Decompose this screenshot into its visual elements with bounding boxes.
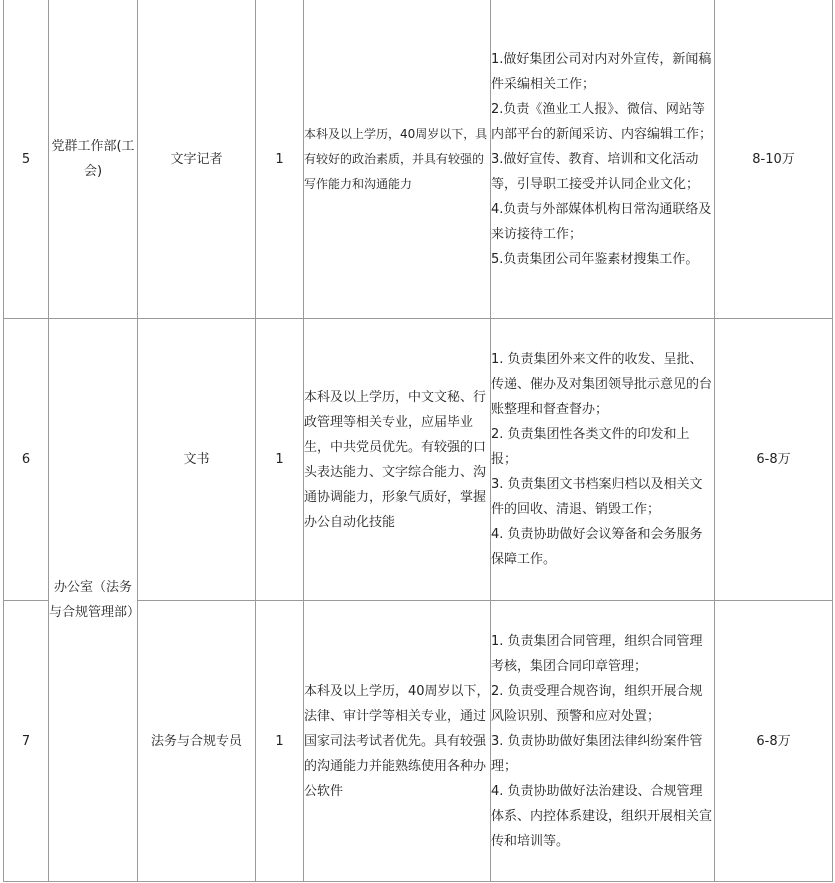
duty-item: 2. 负责集团性各类文件的印发和上报； [491,427,690,467]
department-cell: 党群工作部(工会) [49,0,138,319]
requirements-cell: 本科及以上学历，40周岁以下，法律、审计学等相关专业，通过国家司法考试者优先。具有较强的沟通能力并能熟练使用各种办公软件 [304,601,491,882]
requirements-cell: 本科及以上学历，40周岁以下，具有较好的政治素质，并具有较强的写作能力和沟通能力 [304,0,491,319]
duty-item: 2.负责《渔业工人报》、微信、网站等内部平台的新闻采访、内容编辑工作； [491,101,713,142]
shared-department-cell: 办公室（法务与合规管理部） [49,319,138,882]
row-number: 5 [4,0,49,319]
headcount-cell: 1 [256,0,304,319]
duties-cell [491,601,715,882]
duty-item: 1.做好集团公司对内对外宣传，新闻稿件采编相关工作； [491,51,712,92]
duties-cell [491,319,715,601]
row-number: 7 [4,601,49,882]
headcount-cell: 1 [256,319,304,601]
recruitment-table [3,0,833,882]
duty-item: 1. 负责集团外来文件的收发、呈批、传递、催办及对集团领导批示意见的台账整理和督查督办； [491,352,713,417]
row-number: 6 [4,319,49,601]
position-cell: 文字记者 [138,0,256,319]
salary-cell: 6-8万 [715,319,833,601]
duty-item: 3.做好宣传、教育、培训和文化活动等，引导职工接受并认同企业文化； [491,151,700,192]
table-row [4,0,833,319]
position-cell: 文书 [138,319,256,601]
duties-cell [491,0,715,319]
duty-item: 5.负责集团公司年鉴素材搜集工作。 [491,251,699,267]
position-cell: 法务与合规专员 [138,601,256,882]
duty-item: 4. 负责协助做好法治建设、合规管理体系、内控体系建设，组织开展相关宣传和培训等。 [491,783,713,849]
duty-item: 4. 负责协助做好会议筹备和会务服务保障工作。 [491,527,703,567]
salary-cell: 6-8万 [715,601,833,882]
duty-item: 2. 负责受理合规咨询，组织开展合规风险识别、预警和应对处置； [491,683,703,724]
duty-item: 3. 负责协助做好集团法律纠纷案件管理； [491,733,703,774]
duty-item: 4.负责与外部媒体机构日常沟通联络及来访接待工作； [491,201,712,242]
duty-item: 1. 负责集团合同管理，组织合同管理考核，集团合同印章管理； [491,633,703,674]
duty-item: 3. 负责集团文书档案归档以及相关文件的回收、清退、销毁工作； [491,477,703,517]
requirements-cell: 本科及以上学历，中文文秘、行政管理等相关专业，应届毕业生，中共党员优先。有较强的口头表达能力、文字综合能力、沟通协调能力，形象气质好，掌握办公自动化技能 [304,319,491,601]
salary-cell: 8-10万 [715,0,833,319]
table-row [4,319,833,601]
headcount-cell: 1 [256,601,304,882]
